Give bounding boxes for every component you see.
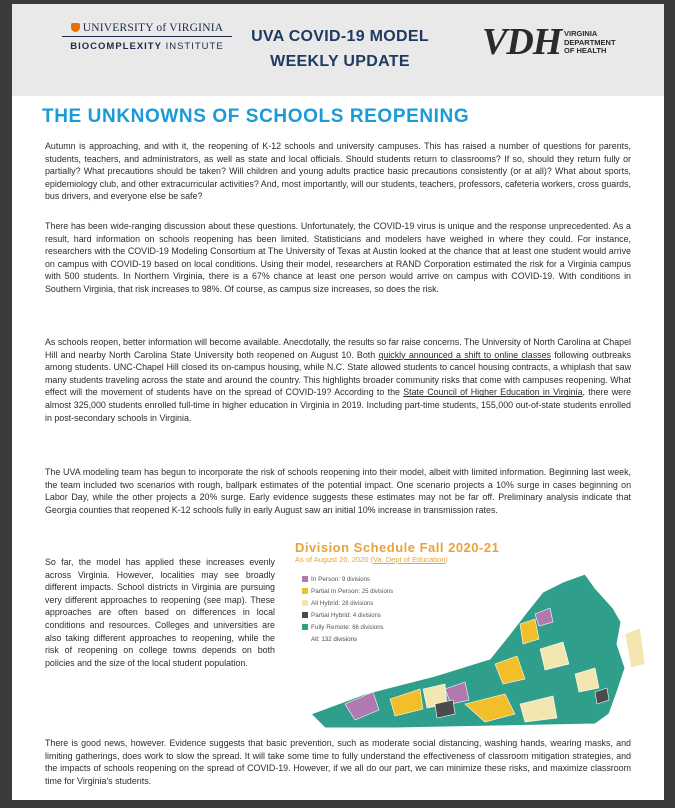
legend-swatch [302,588,308,594]
newsletter-title [250,24,430,74]
vdh-line1: VIRGINIA [564,29,598,38]
legend-swatch [302,612,308,618]
paragraph-4: The UVA modeling team has begun to incorporate the risk of schools reopening into their model, albeit with limited information. Beginning last week, the team included two scenarios with rough, ballpark estimates of the potential impact. One scenario projects a 10% surge in cases beginning on Labor Day, while the other projects a 20% surge. Early evidence suggests these estimates may not be far off. Preliminary analysis indicate that Georgia counties that reopened K-12 schools fully in early August saw an initial 10% increase in transmission rates. [45,467,631,515]
header-banner [12,4,664,96]
legend-item-fully-remote: Fully Remote: 66 divisions [302,622,422,634]
paragraph-3: As schools reopen, better information will become available. Anecdotally, the results so far raise concerns. The University of North Carolina at Chapel Hill and nearby North Carolina State University both reopened on August 10. Both quickly announced a shift to online classes following outbreaks among students. UNC-Chapel Hill closed its on-campus housing, while N.C. State allowed students to cancel housing contracts, a whiplash that saw many students traveling across the state and around the country. This highlights broader community risks that come with campuses reopening. What effect will the movement of students have on the spread of COVID-19? According to the State Council of Higher Education in Virginia, there were almost 325,000 students enrolled full-time in higher education in Virginia in 2019. Including part-time students, 155,000 out-of-state students enrolled in post-secondary schools in Virginia. [45,337,632,423]
uva-logo [62,22,232,52]
vdh-line3: OF HEALTH [564,46,607,55]
uva-institute-bold: BIOCOMPLEXITY [70,41,162,52]
legend-item-in-person: In Person: 9 divisions [302,574,422,586]
paragraph-2: There has been wide-ranging discussion about these questions. Unfortunately, the COVID-19 virus is unique and the response unprecedented. As a result, hard information on schools reopening has been limited. Statisticians and modelers have weighed in where they could. For instance, researchers with the COVID-19 Modeling Consortium at The University of Texas at Austin looked at the chance that at least one student would arrive on campus with COVID-19 based on local conditions. Using their model, researchers at RAND Corporation estimated the risk for a Virginia campus with 500 students. In Northern Virginia, there is a 67% chance at least one person would arrive on campus with COVID-19. With conditions in Southern Virginia, that risk increases to 98%. Of course, as campus size increases, so does the risk. [45,221,631,294]
map-legend [302,574,422,643]
schev-link[interactable]: State Council of Higher Education in Virginia [403,387,583,398]
legend-item-partial-hybrid: Partial Hybrid: 4 divisions [302,610,422,622]
vdh-line2: DEPARTMENT [564,37,616,47]
uva-name: UNIVERSITY of VIRGINIA [82,22,224,34]
online-classes-link[interactable]: quickly announced a shift to online classes [378,349,551,360]
paragraph-6: There is good news, however. Evidence suggests that basic prevention, such as moderate social distancing, washing hands, wearing masks, and limiting gatherings, does work to slow the spread. It will take some time to fully understand the effectiveness of classroom mitigation strategies, and the impacts of schools reopening on the spread of COVID-19. However, if we all do our part, we can minimize these risks, and maximize classroom time for Virginia's students. [45,738,631,786]
legend-swatch [302,576,308,582]
paragraph-1: Autumn is approaching, and with it, the reopening of K-12 schools and university campuses. This has raised a number of questions for parents, students, teachers, and administrators, as well as state and local officials. Should students return to classrooms? If so, should they return fully or partially? What precautions should be taken? Will children and young adults practice basic precautions consistently (or at all)? What about sports, epidemiology club, and other extracurricular activities? And, most importantly, will our students, teachers, professors, cafeteria workers, cross guards, bus drivers, and everyone else be safe? [45,141,631,202]
paragraph-5: So far, the model has applied these increases evenly across Virginia. However, localities may see broadly different impacts. School districts in Virginia are pursuing very different approaches to reopening (see map). These approaches are often based on differences in local conditions and resources. Colleges and universities are also taking different approaches to reopening, while the risk of reopening on college towns depends on both policies and the size of the local student population. [45,557,275,668]
newsletter-title-line2: WEEKLY UPDATE [270,53,410,70]
map-title: Division Schedule Fall 2020-21 [295,540,500,555]
map-source-link[interactable]: Va. Dept of Education [372,555,446,564]
legend-item-all-hybrid: All Hybrid: 28 divisions [302,598,422,610]
region-eastern-shore [625,628,645,668]
legend-swatch [302,600,308,606]
legend-item-partial-in-person: Partial In Person: 25 divisions [302,586,422,598]
legend-total: All: 132 divisions [311,636,358,643]
newsletter-title-line1: UVA COVID-19 MODEL [251,28,429,45]
newsletter-page [12,4,664,800]
article-title: THE UNKNOWNS OF SCHOOLS REOPENING [42,106,470,127]
uva-institute-rest: INSTITUTE [161,41,224,52]
uva-shield-icon [71,23,80,32]
map-subtitle: As of August 20, 2020 (Va. Dept of Education) [295,555,448,564]
vdh-letters: VDH [482,21,562,63]
legend-swatch [302,624,308,630]
